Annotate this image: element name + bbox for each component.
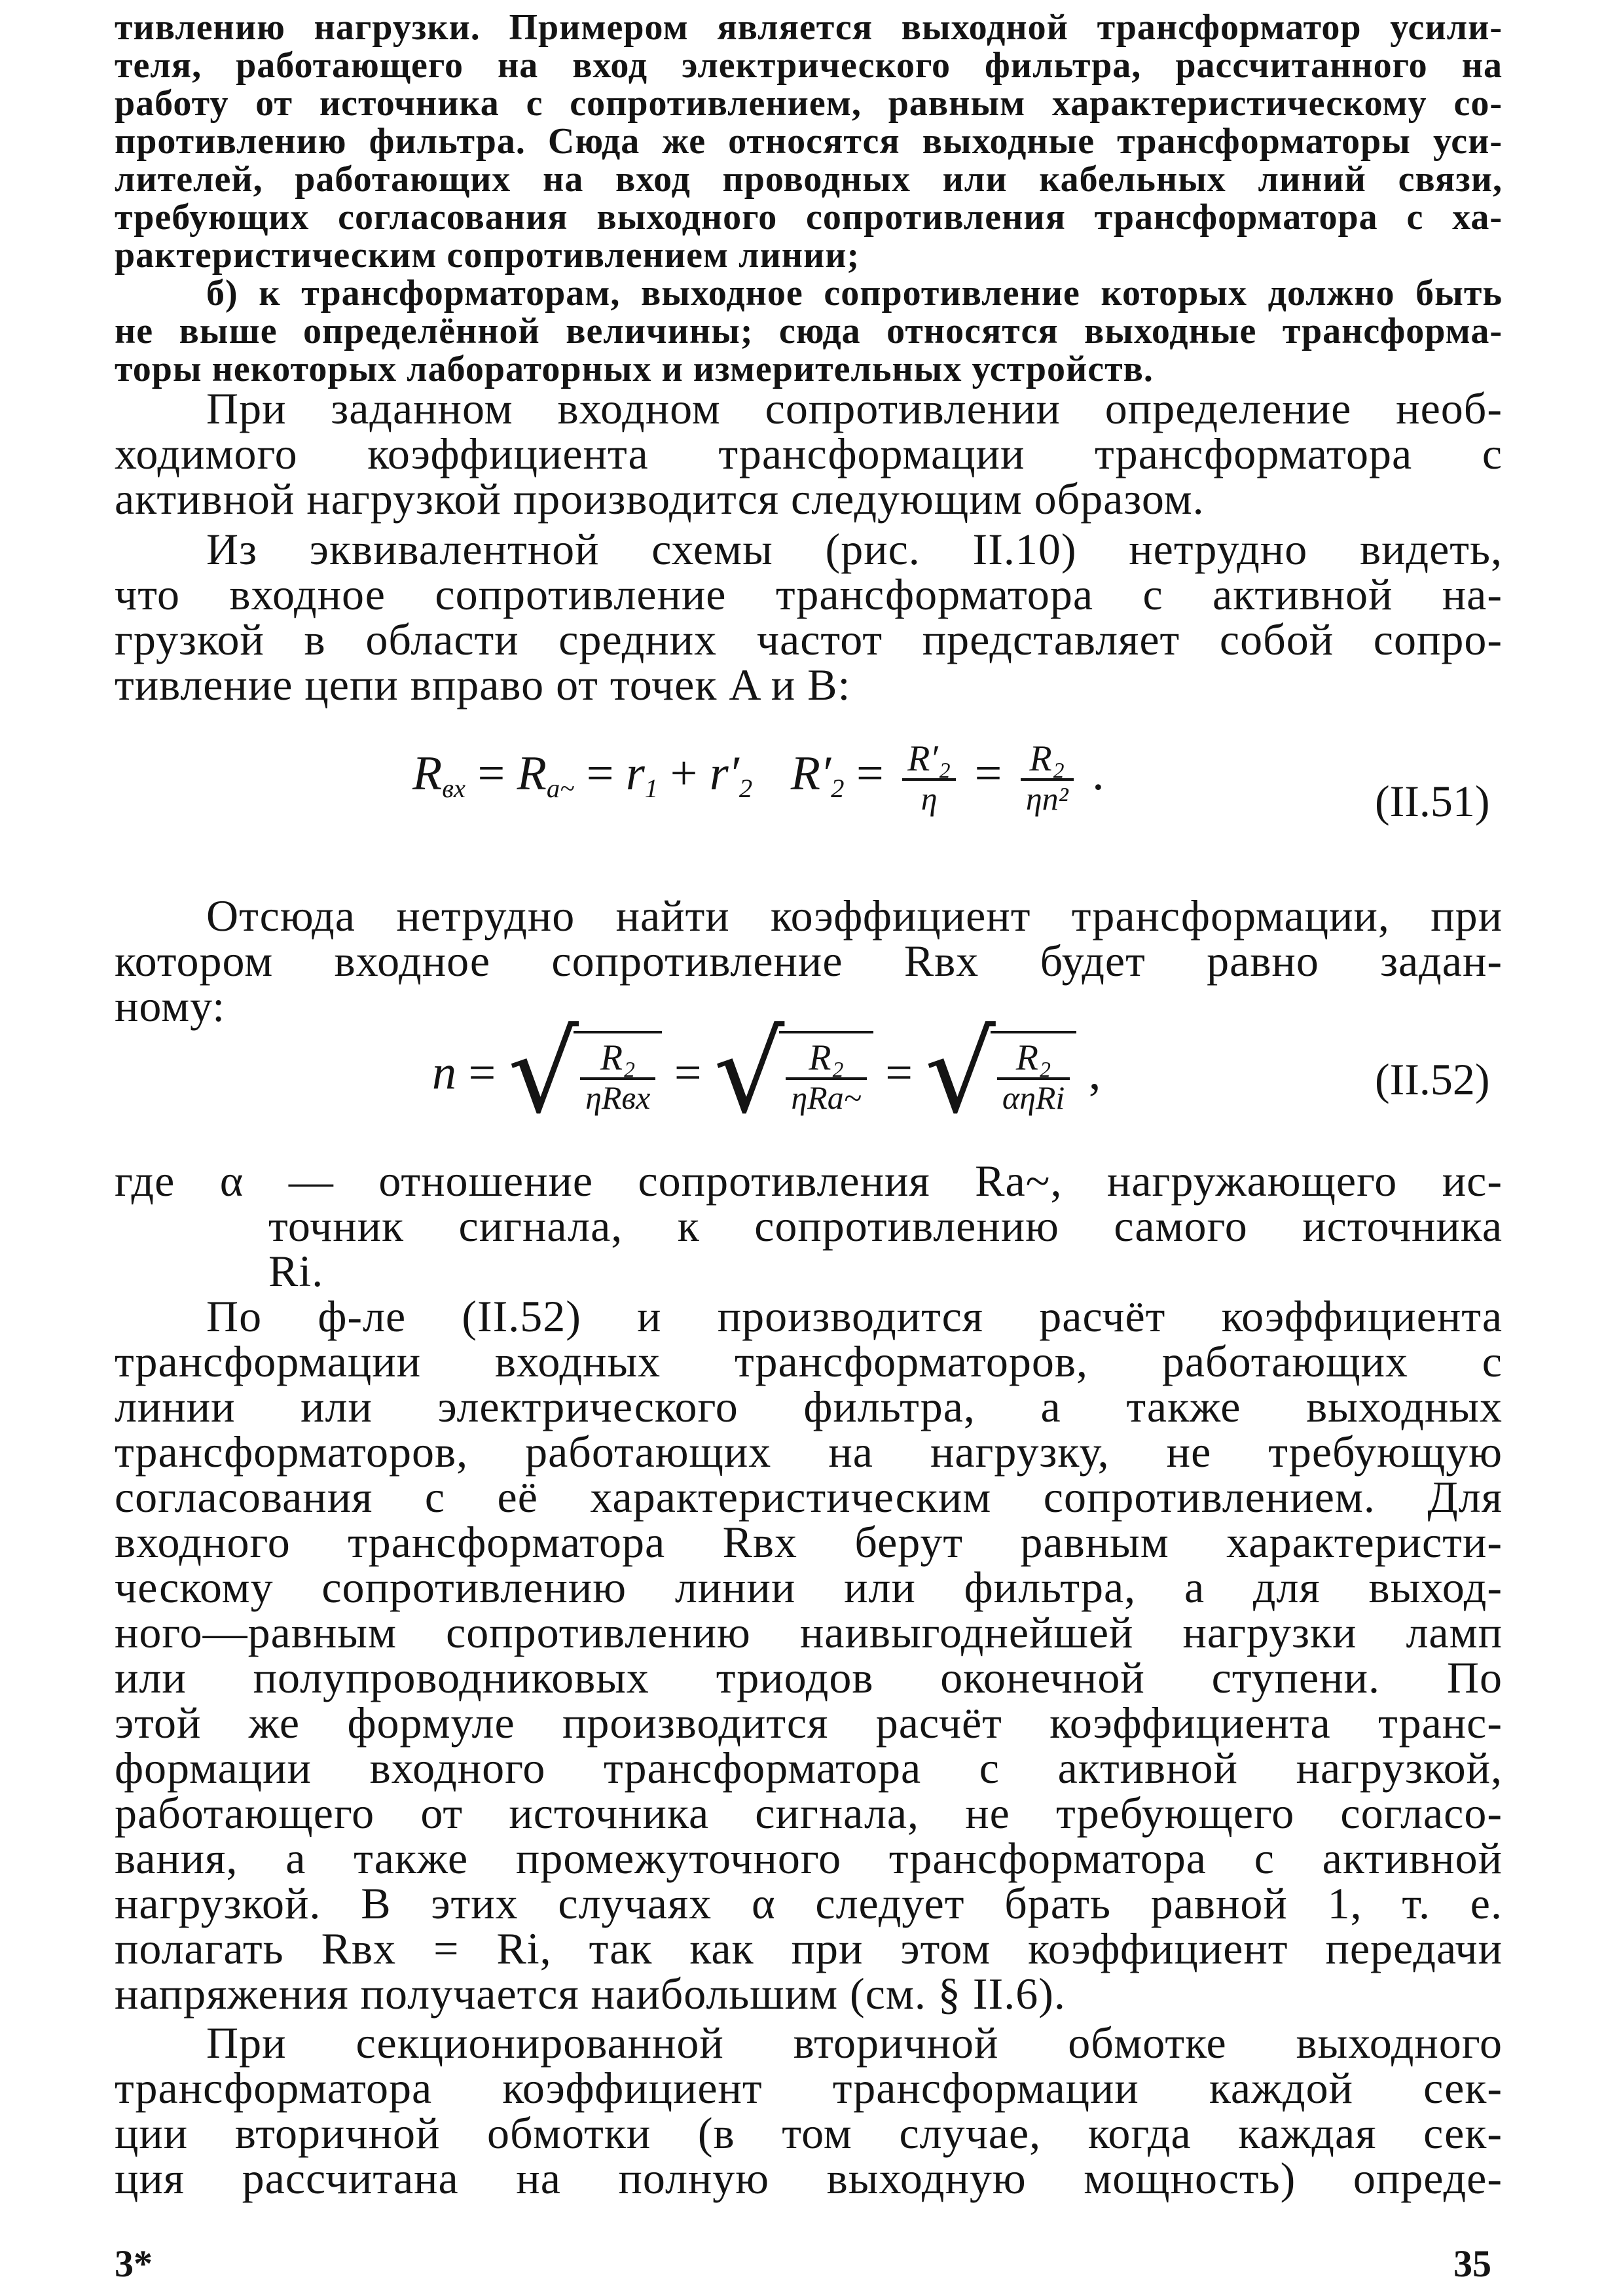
eq-symbol: n <box>432 1046 456 1100</box>
small-text-line: требующих согласования выходного сопротивления трансформатора с ха- <box>115 197 1503 238</box>
body-line: активной нагрузкой производится следующим образом. <box>115 474 1205 524</box>
body-line: трансформатора коэффициент трансформации каждой сек- <box>115 2063 1503 2113</box>
eq-symbol: R′ <box>790 746 831 800</box>
body-line: работающего от источника сигнала, не требующего согласо- <box>115 1788 1503 1838</box>
body-line: ходимого коэффициента трансформации трансформатора с <box>115 429 1503 478</box>
eq-subscript: 2 <box>831 774 845 804</box>
page-number: 35 <box>1453 2242 1491 2285</box>
eq-symbol: r′ <box>709 746 739 800</box>
body-line: котором входное сопротивление Rвх будет равно задан- <box>115 936 1503 986</box>
body-line: При заданном входном сопротивлении определение необ- <box>206 384 1503 433</box>
body-line: формации входного трансформатора с активной нагрузкой, <box>115 1743 1503 1793</box>
eq-fraction-numerator: R₂ <box>1021 740 1074 781</box>
body-line: напряжения получается наибольшим (см. § II.6). <box>115 1969 1066 2018</box>
eq-fraction-denominator: αηRi <box>1002 1079 1065 1116</box>
small-text-line: не выше определённой величины; сюда относятся выходные трансформа- <box>115 311 1503 351</box>
eq-fraction-denominator: ηn² <box>1025 780 1068 817</box>
small-text-line: тивлению нагрузки. Примером является выходной трансформатор усили- <box>115 7 1503 48</box>
body-line: что входное сопротивление трансформатора с активной на- <box>115 569 1503 619</box>
eq-subscript: a~ <box>546 774 575 804</box>
body-line: Отсюда нетрудно найти коэффициент трансформации, при <box>206 891 1503 941</box>
body-line: или полупроводниковых триодов оконечной ступени. По <box>115 1653 1503 1702</box>
where-clause-line: Ri. <box>268 1246 324 1296</box>
body-line: этой же формуле производится расчёт коэффициента транс- <box>115 1698 1503 1748</box>
eq-fraction-numerator: R₂ <box>580 1039 655 1080</box>
body-line: ному: <box>115 981 226 1031</box>
square-root: √ $\frac{\text{R₂}}{\text{αηRi}}$ <box>925 1018 1077 1129</box>
body-line: вания, а также промежуточного трансформатора с активной <box>115 1833 1503 1883</box>
body-line: тивление цепи вправо от точек A и B: <box>115 660 851 709</box>
body-line: ции вторичной обмотки (в том случае, когда каждая сек- <box>115 2108 1503 2158</box>
eq-fraction <box>902 740 956 817</box>
small-text-line: работу от источника с сопротивлением, равным характеристическому со- <box>115 83 1503 124</box>
eq-fraction-denominator: ηRa~ <box>791 1079 862 1116</box>
body-line: полагать Rвх = Ri, так как при этом коэффициент передачи <box>115 1924 1503 1973</box>
equation-ii-52: n = √ $\frac{\text{R₂}}{\text{ηRвх}}$ = √ $\frac{\text{R₂}}{\text{ηRa\textasciitilde{}}}$ = √ $\frac{\text{R₂}}{\text{αηRi}}$ , <box>432 1009 1101 1138</box>
body-line: ция рассчитана на полную выходную мощность) опреде- <box>115 2153 1503 2203</box>
body-line: нагрузкой. В этих случаях α следует брать равной 1, т. е. <box>115 1878 1503 1928</box>
eq-operator: + <box>670 746 698 800</box>
body-line: Из эквивалентной схемы (рис. II.10) нетрудно видеть, <box>206 524 1503 574</box>
body-line: При секционированной вторичной обмотке выходного <box>206 2018 1503 2068</box>
eq-fraction-numerator: R₂ <box>786 1039 866 1080</box>
small-text-line: рактеристическим сопротивлением линии; <box>115 235 860 276</box>
body-line: ческому сопротивлению линии или фильтра, а для выход- <box>115 1562 1503 1612</box>
body-line: трансформации входных трансформаторов, работающих с <box>115 1336 1503 1386</box>
equation-ii-51: $R_{вх} = R_{a\sim} = r_1 + r'_2$ $R'_2$ = $\frac{\text{R′₂}}{\eta}$ = $\frac{\text{R₂}}{\text{ηn²}}$ . <box>412 738 1104 817</box>
body-line: входного трансформатора Rвх берут равным характеристи- <box>115 1517 1503 1567</box>
body-line: согласования с её характеристическим сопротивлением. Для <box>115 1472 1503 1522</box>
where-clause-line: точник сигнала, к сопротивлению самого источника <box>268 1201 1503 1251</box>
eq-fraction <box>1021 740 1074 817</box>
eq-symbol: R <box>412 746 443 800</box>
eq-subscript: вх <box>442 774 465 804</box>
equation-number: (II.52) <box>1375 1054 1490 1104</box>
eq-fraction <box>580 1039 655 1116</box>
small-text-line: б) к трансформаторам, выходное сопротивление которых должно быть <box>206 273 1503 314</box>
eq-fraction-numerator: R₂ <box>997 1039 1070 1080</box>
body-line: грузкой в области средних частот представляет собой сопро- <box>115 615 1503 664</box>
body-line: ного—равным сопротивлению наивыгоднейшей нагрузки ламп <box>115 1607 1503 1657</box>
eq-symbol: r <box>625 746 645 800</box>
eq-fraction <box>786 1039 866 1116</box>
equation-number: (II.51) <box>1375 776 1490 826</box>
body-line: трансформаторов, работающих на нагрузку, не требующую <box>115 1427 1503 1477</box>
eq-fraction <box>997 1039 1070 1116</box>
eq-fraction-numerator: R′₂ <box>902 740 956 781</box>
small-text-line: противлению фильтра. Сюда же относятся выходные трансформаторы уси- <box>115 121 1503 162</box>
eq-subscript: 1 <box>644 774 659 804</box>
signature-mark: 3* <box>115 2242 153 2285</box>
small-text-line: торы некоторых лабораторных и измерительных устройств. <box>115 349 1154 389</box>
eq-fraction-denominator: ηRвх <box>585 1079 651 1116</box>
small-text-line: лителей, работающих на вход проводных или кабельных линий связи, <box>115 159 1503 200</box>
eq-subscript: 2 <box>739 774 753 804</box>
square-root: √ $\frac{\text{R₂}}{\text{ηRa\textasciitilde{}}}$ <box>714 1018 873 1129</box>
small-text-line: теля, работающего на вход электрического фильтра, рассчитанного на <box>115 45 1503 86</box>
body-line: По ф-ле (II.52) и производится расчёт коэффициента <box>206 1291 1503 1341</box>
body-line: линии или электрического фильтра, а также выходных <box>115 1382 1503 1431</box>
where-clause-line: где α — отношение сопротивления Ra~, нагружающего ис- <box>115 1156 1503 1206</box>
eq-symbol: R <box>517 746 547 800</box>
eq-fraction-denominator: η <box>921 780 938 817</box>
square-root: √ $\frac{\text{R₂}}{\text{ηRвх}}$ <box>508 1018 663 1129</box>
